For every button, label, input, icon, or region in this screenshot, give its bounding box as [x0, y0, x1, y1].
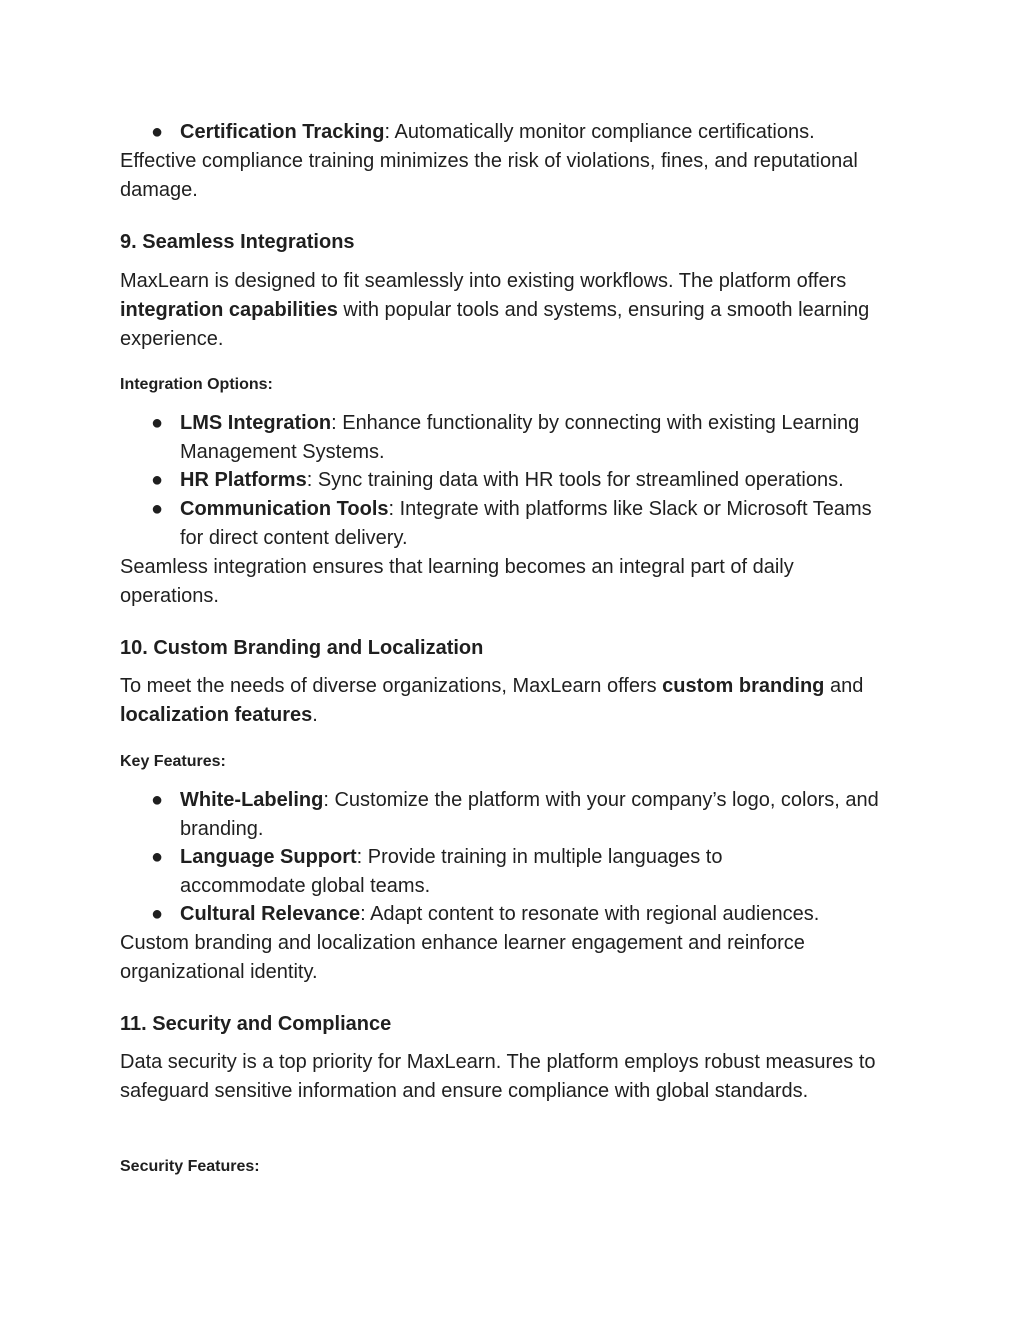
intro-text: To meet the needs of diverse organizations, MaxLearn offers [120, 675, 663, 697]
section-10-closing: Custom branding and localization enhance learner engagement and reinforce organizational identity. [120, 932, 805, 983]
list-item-language-support [180, 843, 800, 901]
list-item-term: Language Support [180, 846, 357, 868]
section-9-intro [120, 267, 910, 354]
bullet-marker: ● [151, 903, 164, 925]
list-item-text: : Enhance functionality by connecting with existing Learning Management Systems. [180, 412, 860, 463]
section-10-subheading: Key Features: [120, 753, 226, 770]
section-10-heading: 10. Custom Branding and Localization [120, 637, 484, 659]
intro-text: . [312, 704, 318, 726]
list-item-term: LMS Integration [180, 412, 332, 434]
section-10-intro [120, 672, 910, 730]
list-item-text: : Automatically monitor compliance certifications. [384, 121, 815, 143]
bullet-marker: ● [151, 469, 164, 491]
list-item-text: : Adapt content to resonate with regional audiences. [360, 903, 820, 925]
intro-text: MaxLearn is designed to fit seamlessly into existing workflows. The platform offers [120, 270, 847, 292]
intro-text: with popular tools and systems, ensuring a smooth learning experience. [120, 299, 870, 350]
list-item-communication-tools [180, 495, 880, 553]
list-item-text: : Provide training in multiple languages to accommodate global teams. [180, 846, 723, 897]
section-11-intro: Data security is a top priority for MaxLearn. The platform employs robust measures to safeguard sensitive information and ensure compliance with global standards. [120, 1051, 876, 1102]
list-item-cultural-relevance [180, 900, 910, 929]
bullet-marker: ● [151, 121, 164, 143]
section-11-heading: 11. Security and Compliance [120, 1013, 392, 1035]
list-item-term: Communication Tools [180, 498, 389, 520]
bullet-marker: ● [151, 498, 164, 520]
list-item-white-labeling [180, 786, 915, 844]
section-11-subheading: Security Features: [120, 1158, 260, 1175]
list-item-hr-platforms [180, 466, 920, 495]
bullet-marker: ● [151, 789, 164, 811]
list-item-term: Certification Tracking [180, 121, 385, 143]
bullet-marker: ● [151, 846, 164, 868]
section-9-heading: 9. Seamless Integrations [120, 231, 355, 253]
intro-bold: localization features [120, 704, 313, 726]
compliance-closing-paragraph: Effective compliance training minimizes the risk of violations, fines, and reputational damage. [120, 150, 858, 201]
section-9-subheading: Integration Options: [120, 376, 273, 393]
list-item-text: : Sync training data with HR tools for streamlined operations. [306, 469, 844, 491]
intro-bold: custom branding [662, 675, 825, 697]
list-item-certification-tracking [180, 118, 910, 147]
list-item-term: Cultural Relevance [180, 903, 361, 925]
list-item-text: : Customize the platform with your company’s logo, colors, and branding. [180, 789, 879, 840]
section-9-closing: Seamless integration ensures that learning becomes an integral part of daily operations. [120, 556, 794, 607]
intro-text: and [824, 675, 864, 697]
intro-bold: integration capabilities [120, 299, 338, 321]
list-item-text: : Integrate with platforms like Slack or Microsoft Teams for direct content delivery. [180, 498, 872, 549]
bullet-marker: ● [151, 412, 164, 434]
list-item-term: HR Platforms [180, 469, 307, 491]
list-item-term: White-Labeling [180, 789, 324, 811]
list-item-lms-integration [180, 409, 910, 467]
